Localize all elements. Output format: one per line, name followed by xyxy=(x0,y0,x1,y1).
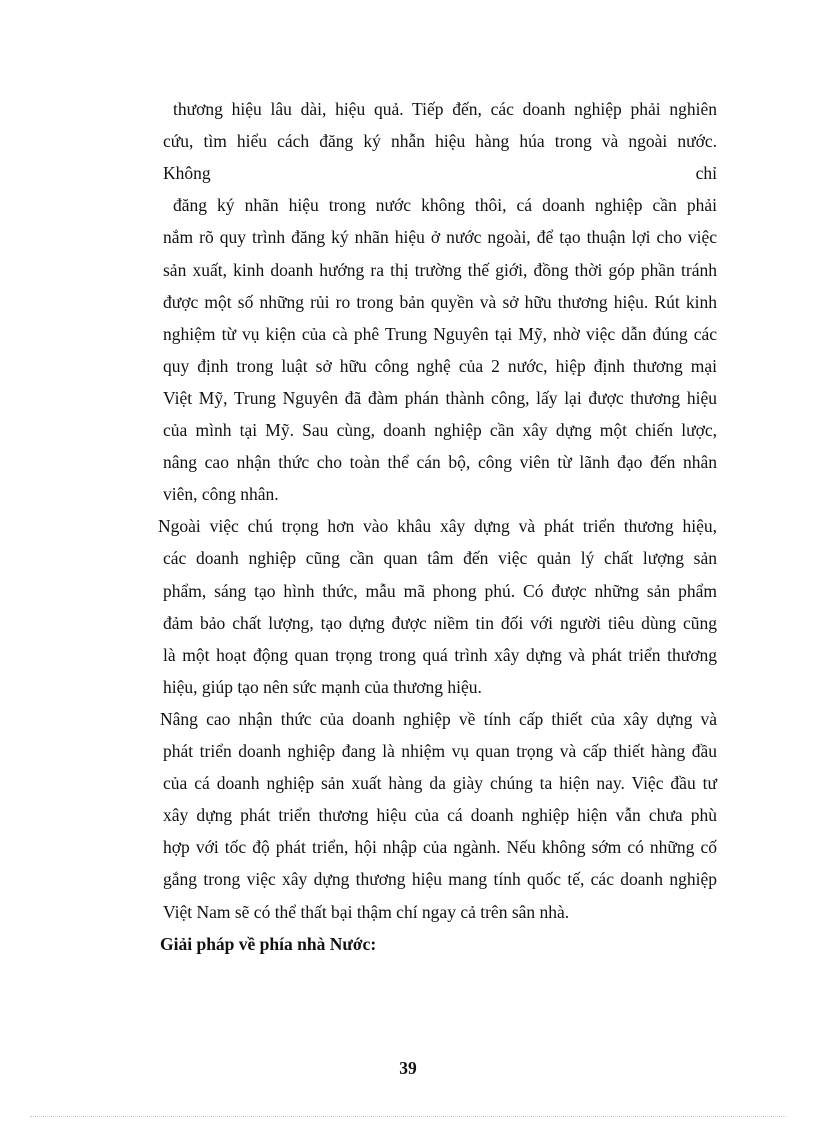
text-line: hiệu, giúp tạo nên sức mạnh của thương hiệu. xyxy=(163,677,482,697)
text-line: Không chỉ xyxy=(163,163,717,183)
text-line: của mình tại Mỹ. Sau cùng, doanh nghiệp cần xây dựng một chiến lược, xyxy=(163,420,717,440)
text-line: viên, công nhân. xyxy=(163,484,279,504)
text-line: nâng cao nhận thức cho toàn thể cán bộ, công viên từ lãnh đạo đến nhân xyxy=(163,452,717,472)
text-line: sản xuất, kinh doanh hướng ra thị trường thế giới, đồng thời góp phần tránh xyxy=(163,260,717,280)
text-line: hợp với tốc độ phát triển, hội nhập của ngành. Nếu không sớm có những cố xyxy=(163,837,717,857)
text-line: Việt Nam sẽ có thể thất bại thậm chí ngay cả trên sân nhà. xyxy=(163,902,570,922)
text-line: gắng trong việc xây dựng thương hiệu mang tính quốc tế, các doanh nghiệp xyxy=(163,869,717,889)
text-line: thương hiệu lâu dài, hiệu quả. Tiếp đến, các doanh nghiệp phải nghiên xyxy=(173,99,717,119)
text-line: nắm rõ quy trình đăng ký nhãn hiệu ở nước ngoài, để tạo thuận lợi cho việc xyxy=(163,227,717,247)
text-line: cứu, tìm hiểu cách đăng ký nhẫn hiệu hàng húa trong và ngoài nước. xyxy=(163,131,717,151)
footer-divider xyxy=(30,1116,786,1117)
page-number: 39 xyxy=(399,1058,417,1078)
text-line: phát triển doanh nghiệp đang là nhiệm vụ quan trọng và cấp thiết hàng đầu xyxy=(163,741,717,761)
text-line: Nâng cao nhận thức của doanh nghiệp về tính cấp thiết của xây dựng và xyxy=(160,709,717,729)
text-line: phẩm, sáng tạo hình thức, mẫu mã phong phú. Có được những sản phẩm xyxy=(163,581,717,601)
text-line: xây dựng phát triển thương hiệu của cá doanh nghiệp hiện vẫn chưa phù xyxy=(163,805,717,825)
text-line: nghiệm từ vụ kiện của cà phê Trung Nguyên tại Mỹ, nhờ việc dẫn đúng các xyxy=(163,324,717,344)
text-line: đăng ký nhãn hiệu trong nước không thôi, cá doanh nghiệp cần phải xyxy=(173,195,717,215)
text-line: quy định trong luật sở hữu công nghệ của 2 nước, hiệp định thương mại xyxy=(163,356,717,376)
text-line: đảm bảo chất lượng, tạo dựng được niềm tin đối với người tiêu dùng cũng xyxy=(163,613,717,633)
text-line: các doanh nghiệp cũng cần quan tâm đến việc quản lý chất lượng sản xyxy=(163,548,717,568)
text-line: của cá doanh nghiệp sản xuất hàng da giày chúng ta hiện nay. Việc đầu tư xyxy=(163,773,717,793)
text-line: là một hoạt động quan trọng trong quá trình xây dựng và phát triển thương xyxy=(163,645,717,665)
text-line: Việt Mỹ, Trung Nguyên đã đàm phán thành công, lấy lại được thương hiệu xyxy=(163,388,717,408)
section-heading: Giải pháp về phía nhà Nước: xyxy=(160,934,377,954)
text-line: Ngoài việc chú trọng hơn vào khâu xây dựng và phát triển thương hiệu, xyxy=(158,516,717,536)
text-line: được một số những rủi ro trong bản quyền và sở hữu thương hiệu. Rút kinh xyxy=(163,292,717,312)
